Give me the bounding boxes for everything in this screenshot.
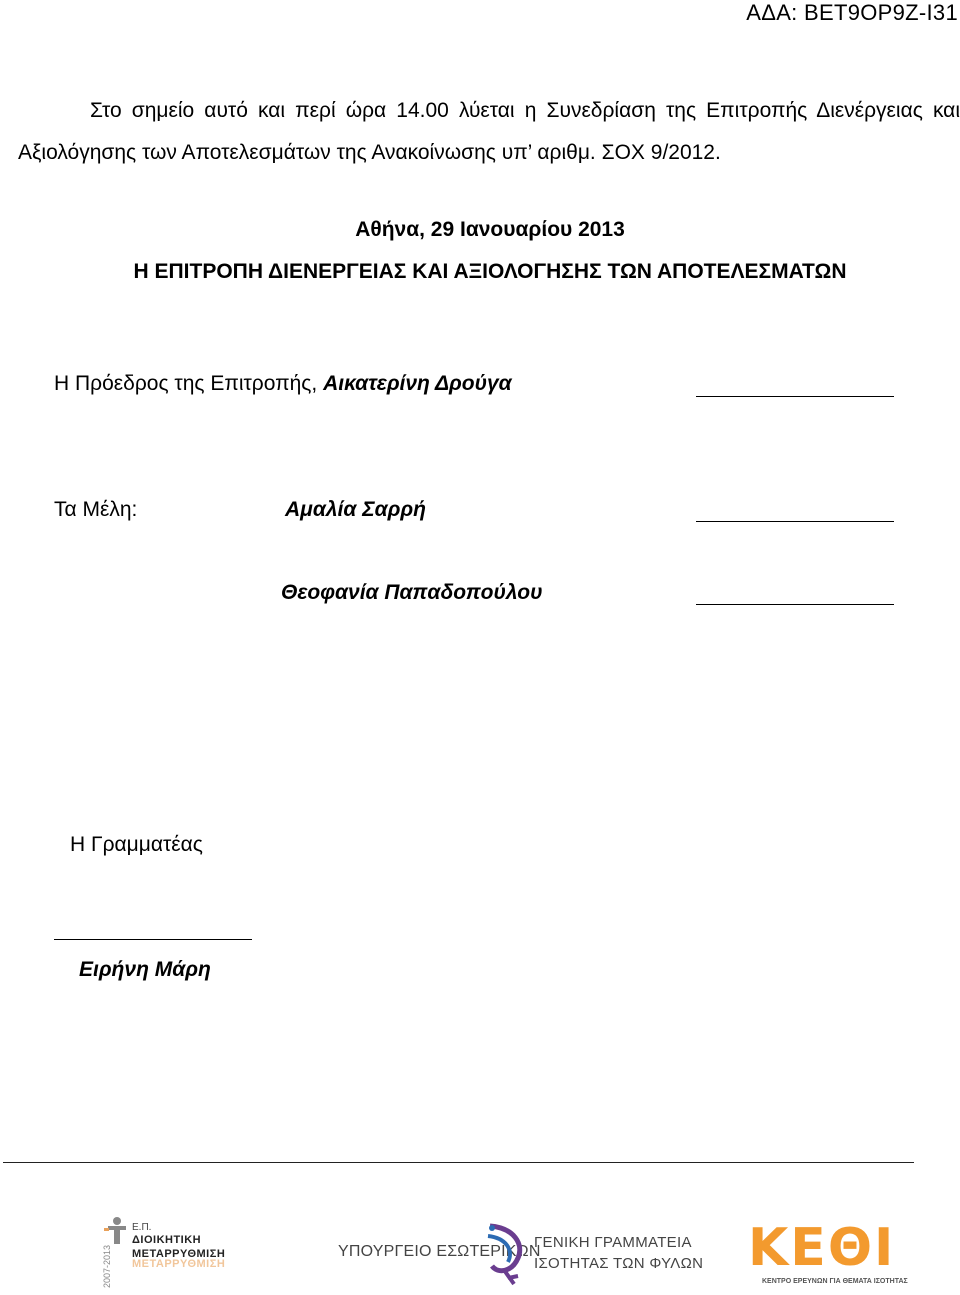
member-1-signature-line — [696, 521, 894, 522]
logo-line-2-reflection: ΜΕΤΑΡΡΥΘΜΙΣΗ — [132, 1258, 226, 1270]
logo-line-2: ΜΕΤΑΡΡΥΘΜΙΣΗ — [132, 1248, 226, 1260]
president-signature-line — [696, 396, 894, 397]
date-line: Αθήνα, 29 Ιανουαρίου 2013 — [355, 218, 625, 241]
keth-logo-subtitle: ΚΕΝΤΡΟ ΕΡΕΥΝΩΝ ΓΙΑ ΘΕΜΑΤΑ ΙΣΟΤΗΤΑΣ — [762, 1278, 908, 1285]
paragraph-line-2: Αξιολόγησης των Αποτελεσμάτων της Ανακοίνωσης υπ’ αριθμ. ΣΟΧ 9/2012. — [18, 141, 721, 164]
committee-title: Η ΕΠΙΤΡΟΠΗ ΔΙΕΝΕΡΓΕΙΑΣ ΚΑΙ ΑΞΙΟΛΟΓΗΣΗΣ ΤΩΝ ΑΠΟΤΕΛΕΣΜΑΤΩΝ — [133, 260, 847, 283]
members-label: Τα Μέλη: — [54, 498, 138, 521]
secretary-label: Η Γραμματέας — [70, 833, 203, 856]
member-2-signature-line — [696, 604, 894, 605]
president-label: Η Πρόεδρος της Επιτροπής, — [54, 372, 324, 395]
administrative-reform-logo — [98, 1214, 238, 1290]
secretary-name: Ειρήνη Μάρη — [79, 958, 211, 981]
general-secretariat-line-2: ΙΣΟΤΗΤΑΣ ΤΩΝ ΦΥΛΩΝ — [534, 1255, 704, 1272]
general-secretariat-line-1: ΓΕΝΙΚΗ ΓΡΑΜΜΑΤΕΙΑ — [534, 1234, 692, 1251]
logo-years: 2007-2013 — [102, 1244, 112, 1288]
gender-equality-emblem-icon — [484, 1222, 528, 1288]
keth-logo — [748, 1218, 908, 1290]
member-2-name: Θεοφανία Παπαδοπούλου — [281, 581, 543, 604]
footer-divider — [3, 1162, 914, 1163]
president-name: Αικατερίνη Δρούγα — [323, 372, 512, 395]
ada-code: ΑΔΑ: ΒΕΤ9ΟΡ9Ζ-Ι31 — [746, 0, 958, 25]
secretary-signature-line — [54, 939, 252, 940]
paragraph-line-1: Στο σημείο αυτό και περί ώρα 14.00 λύεται η Συνεδρίαση της Επιτροπής Διενέργειας και — [90, 99, 960, 122]
president-row — [54, 372, 512, 396]
logo-line-1: ΔΙΟΙΚΗΤΙΚΗ — [132, 1234, 202, 1246]
member-1-name: Αμαλία Σαρρή — [285, 498, 426, 521]
keth-logo-text: ΚΕΘΙ — [748, 1218, 896, 1278]
closing-paragraph — [18, 90, 960, 174]
ministry-label: ΥΠΟΥΡΓΕΙΟ ΕΣΩΤΕΡΙΚΩΝ — [338, 1243, 541, 1260]
logo-ep: Ε.Π. — [132, 1222, 152, 1233]
